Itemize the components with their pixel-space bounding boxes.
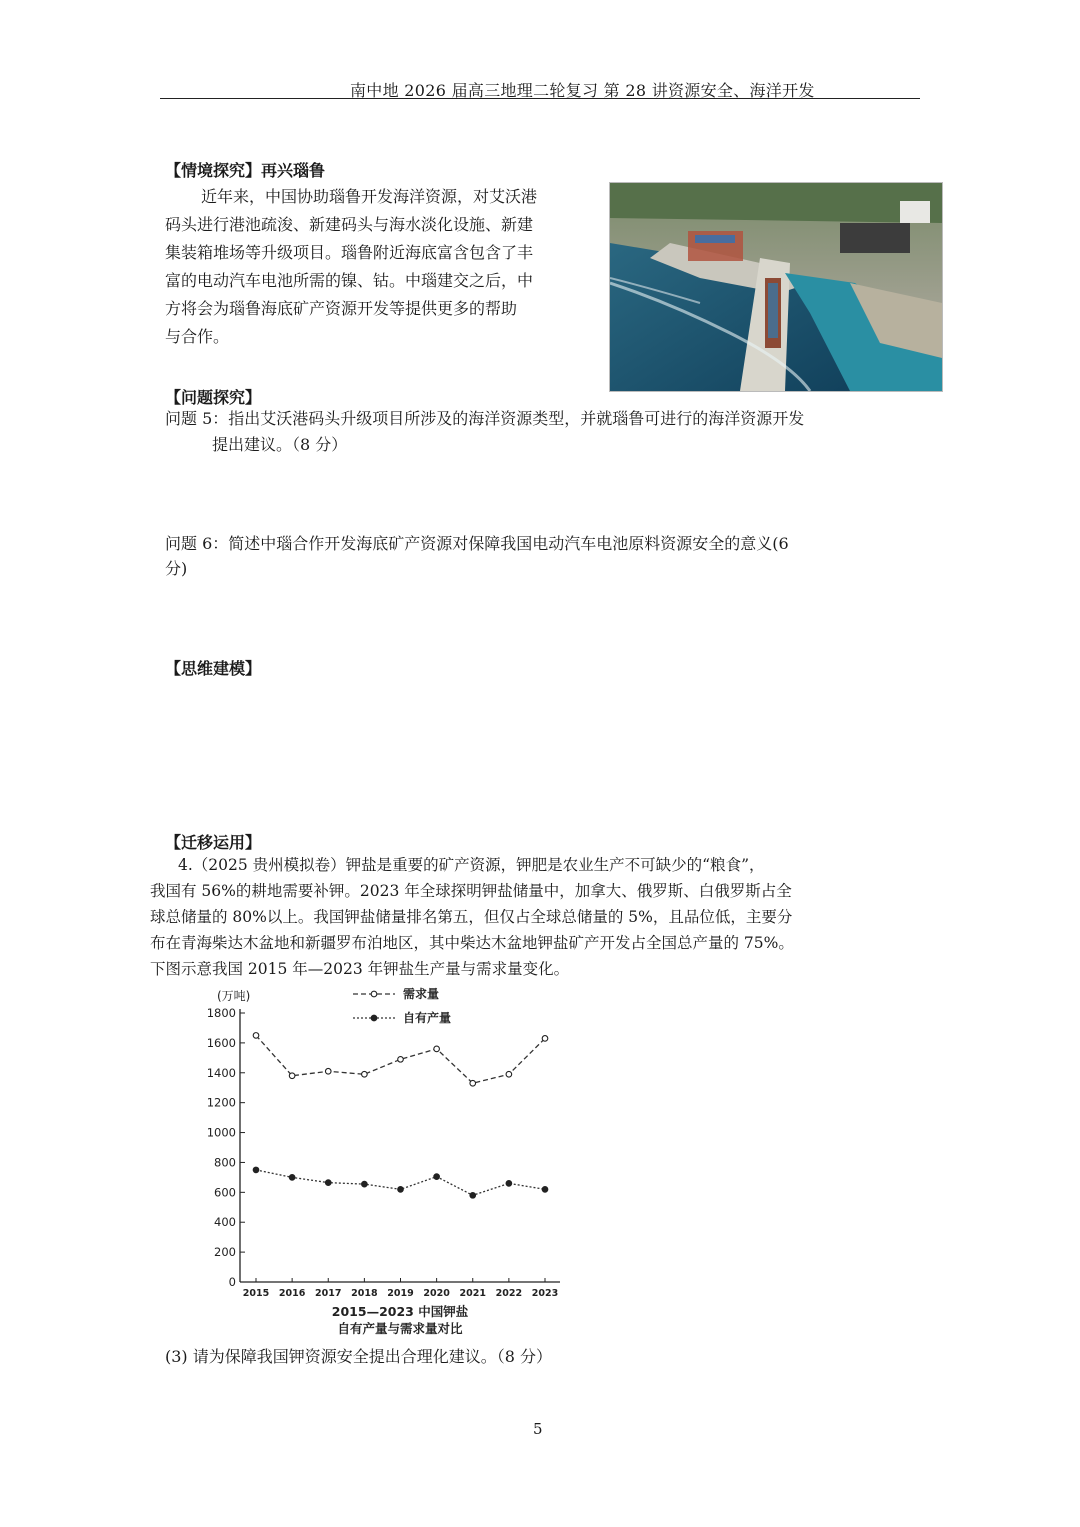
y-tick-label: 1600 (206, 1035, 236, 1050)
x-tick-label: 2018 (351, 1288, 378, 1299)
scenario-line: 码头进行港池疏浚、新建码头与海水淡化设施、新建 (165, 215, 534, 234)
x-tick-label: 2016 (278, 1288, 306, 1299)
scenario-line: 与合作。 (165, 327, 230, 346)
production-point (289, 1175, 295, 1181)
y-tick-label: 1000 (206, 1125, 236, 1140)
demand-point (470, 1080, 476, 1086)
y-tick-label: 1200 (206, 1095, 236, 1110)
scenario-paragraph (165, 183, 595, 351)
production-point (542, 1187, 548, 1193)
x-tick-label: 2022 (495, 1288, 523, 1299)
x-tick-label: 2017 (315, 1288, 342, 1299)
transfer-paragraph (150, 852, 930, 982)
legend-label: 自有产量 (403, 1011, 452, 1025)
x-tick-label: 2023 (531, 1288, 559, 1299)
production-point (434, 1174, 440, 1180)
production-point (398, 1187, 404, 1193)
demand-point (362, 1071, 368, 1077)
modeling-heading: 【思维建模】 (165, 659, 262, 678)
header-divider (160, 98, 920, 99)
production-point (325, 1180, 331, 1186)
production-point (470, 1193, 476, 1199)
question-3: (3) 请为保障我国钾资源安全提出合理化建议。（8 分） (165, 1347, 553, 1366)
legend-label: 需求量 (403, 987, 440, 1001)
demand-point (434, 1046, 440, 1052)
demand-point (253, 1033, 259, 1039)
transfer-line: 球总储量的 80%以上。我国钾盐储量排名第五，但仅占全球总储量的 5%，且品位低，主要分 (150, 908, 793, 926)
question-5-line1: 问题 5：指出艾沃港码头升级项目所涉及的海洋资源类型，并就瑙鲁可进行的海洋资源开发 (165, 409, 805, 428)
production-point (506, 1181, 512, 1187)
demand-point (325, 1068, 331, 1074)
scenario-line: 方将会为瑙鲁海底矿产资源开发等提供更多的帮助 (165, 299, 518, 318)
y-tick-label: 1800 (206, 1006, 236, 1020)
x-tick-label: 2021 (459, 1288, 486, 1299)
scenario-line: 富的电动汽车电池所需的镍、钴。中瑙建交之后，中 (165, 271, 534, 290)
question-5-line2: 提出建议。（8 分） (212, 435, 348, 454)
demand-point (542, 1036, 548, 1042)
question-6-line2: 分) (165, 559, 188, 578)
transfer-line: 我国有 56%的耕地需要补钾。2023 年全球探明钾盐储量中，加拿大、俄罗斯、白俄罗斯占全 (150, 882, 792, 900)
y-tick-label: 1400 (206, 1065, 236, 1080)
demand-point (506, 1071, 512, 1077)
y-tick-label: 800 (214, 1155, 236, 1170)
demand-point (289, 1073, 295, 1079)
question-6-line1: 问题 6：简述中瑙合作开发海底矿产资源对保障我国电动汽车电池原料资源安全的意义(6 (165, 534, 789, 553)
demand-point (398, 1057, 404, 1063)
legend-marker (371, 991, 377, 997)
y-axis-label: (万吨) (217, 989, 251, 1003)
scenario-line: 集装箱堆场等升级项目。瑙鲁附近海底富含包含了丰 (165, 243, 534, 262)
transfer-heading: 【迁移运用】 (165, 833, 262, 852)
x-tick-label: 2020 (423, 1288, 450, 1299)
x-tick-label: 2015 (242, 1288, 270, 1299)
transfer-line: 下图示意我国 2015 年—2023 年钾盐生产量与需求量变化。 (150, 960, 570, 978)
problems-heading: 【问题探究】 (165, 388, 262, 407)
production-point (362, 1181, 368, 1187)
page-header-title: 南中地 2026 届高三地理二轮复习 第 28 讲资源安全、海洋开发 (350, 81, 815, 100)
y-tick-label: 0 (228, 1275, 236, 1289)
production-point (253, 1167, 259, 1173)
chart-title: 2015—2023 中国钾盐 (331, 1304, 469, 1319)
transfer-line: 4.（2025 贵州模拟卷）钾盐是重要的矿产资源，钾肥是农业生产不可缺少的“粮食”， (178, 856, 765, 874)
page-number: 5 (533, 1420, 543, 1438)
chart-subtitle: 自有产量与需求量对比 (337, 1321, 463, 1336)
x-tick-label: 2019 (387, 1288, 414, 1299)
y-tick-label: 400 (214, 1215, 236, 1230)
scenario-heading: 【情境探究】再兴瑙鲁 (165, 161, 326, 180)
port-aerial-photo (609, 182, 943, 392)
potash-line-chart (195, 980, 575, 1340)
transfer-line: 布在青海柴达木盆地和新疆罗布泊地区，其中柴达木盆地钾盐矿产开发占全国总产量的 75%。 (150, 934, 794, 952)
y-tick-label: 600 (214, 1185, 236, 1200)
scenario-line: 近年来，中国协助瑙鲁开发海洋资源，对艾沃港 (201, 187, 538, 206)
y-tick-label: 200 (214, 1245, 236, 1260)
legend-marker (371, 1015, 377, 1021)
